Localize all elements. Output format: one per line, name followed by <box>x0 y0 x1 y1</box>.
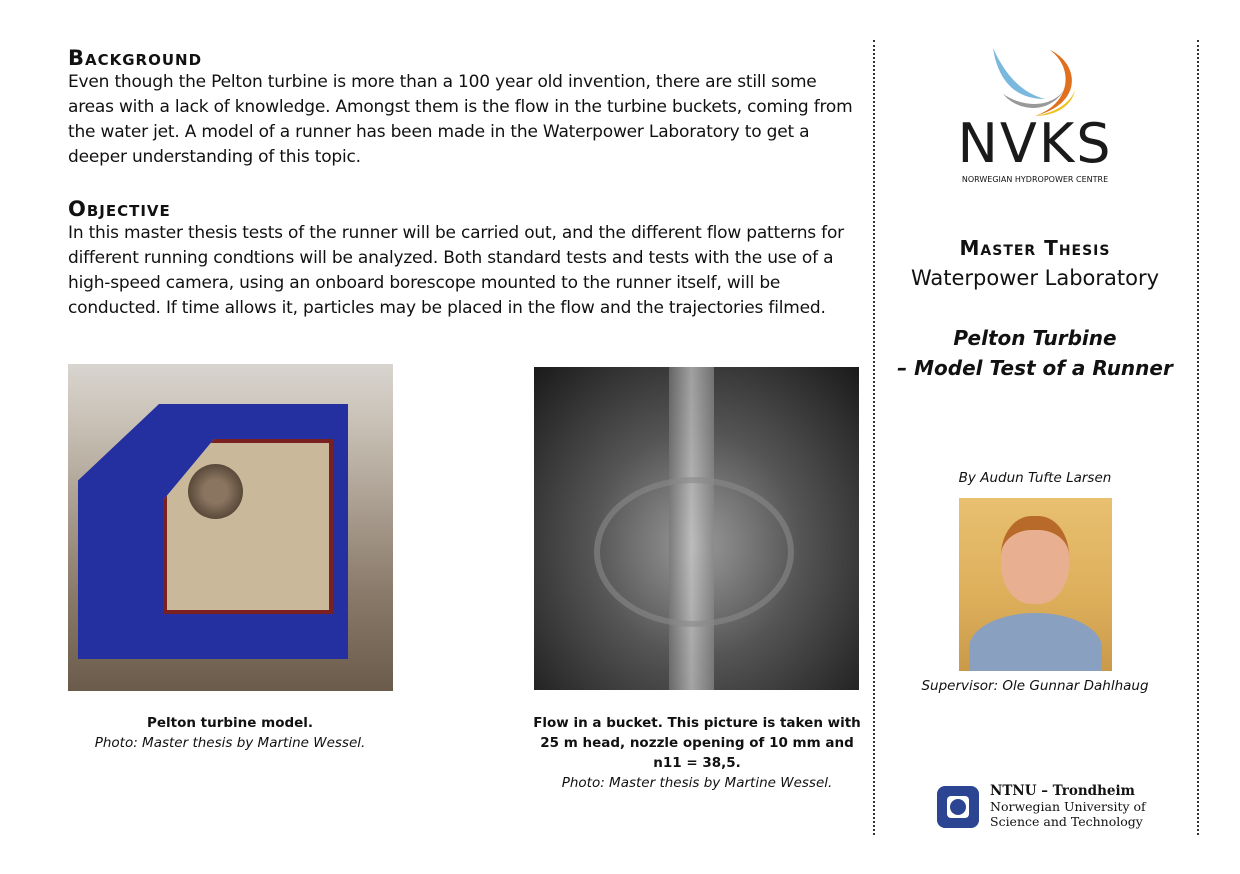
divider-left <box>873 40 875 835</box>
ntnu-text <box>990 784 1146 829</box>
background-heading: Background <box>68 46 203 70</box>
figure-1-caption <box>60 713 400 753</box>
background-section <box>68 46 858 170</box>
ntnu-logo-icon <box>937 786 979 828</box>
figure-2-credit: Photo: Master thesis by Martine Wessel. <box>561 775 833 791</box>
thesis-title-line2: – Model Test of a Runner <box>897 356 1173 380</box>
objective-section <box>68 197 858 321</box>
nvks-logo-text: NVKS <box>957 112 1113 175</box>
figure-1-caption-text: Pelton turbine model. <box>146 715 314 731</box>
nvks-logo-subtitle: NORWEGIAN HYDROPOWER CENTRE <box>961 175 1109 184</box>
flow-in-bucket-photo <box>534 367 859 690</box>
ntnu-name: NTNU – Trondheim <box>990 783 1135 799</box>
objective-text: In this master thesis tests of the runner will be carried out, and the different flow patterns for different running condtions will be analyzed. Both standard tests and tests with the use of a high-speed camera, using an onboard borescope mounted to the runner itself, will be conducted. If time allows it, particles may be placed in the flow and the trajectories filmed. <box>68 223 844 318</box>
objective-heading: Objective <box>68 197 171 221</box>
supervisor: Supervisor: Ole Gunnar Dahlhaug <box>921 678 1149 694</box>
lab-name: Waterpower Laboratory <box>910 266 1160 290</box>
figure-1-credit: Photo: Master thesis by Martine Wessel. <box>94 735 366 751</box>
ntnu-line3: Science and Technology <box>990 814 1143 829</box>
figure-2-caption-text: Flow in a bucket. This picture is taken with 25 m head, nozzle opening of 10 mm and n11 = 38,5. <box>533 715 861 771</box>
author: By Audun Tufte Larsen <box>958 470 1112 486</box>
figure-2-caption <box>532 713 862 793</box>
author-portrait <box>959 498 1112 671</box>
background-text: Even though the Pelton turbine is more than a 100 year old invention, there are still some areas with a lack of knowledge. Amongst them is the flow in the turbine buckets, coming from the water jet. A model of a runner has been made in the Waterpower Laboratory to get a deeper understanding of this topic. <box>68 72 853 167</box>
thesis-type: Master Thesis <box>959 236 1111 260</box>
ntnu-line2: Norwegian University of <box>990 799 1146 814</box>
divider-right <box>1197 40 1199 835</box>
thesis-title-line1: Pelton Turbine <box>953 326 1117 350</box>
pelton-turbine-model-photo <box>68 364 393 691</box>
